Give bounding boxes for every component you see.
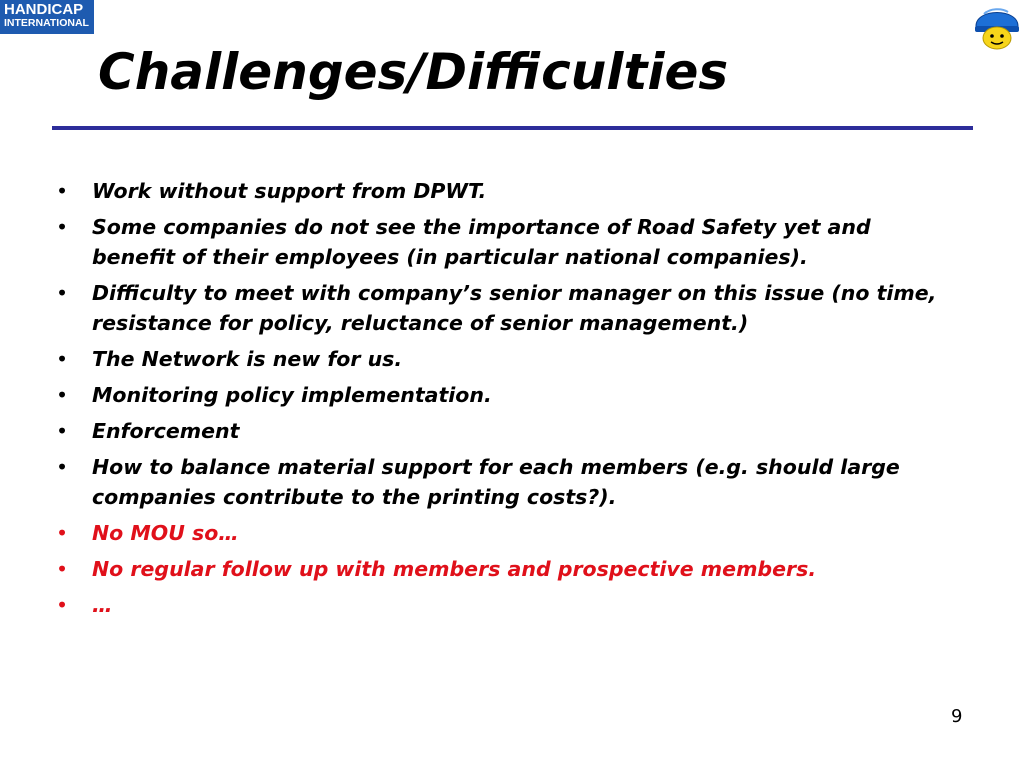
bullet-text: Some companies do not see the importance of Road Safety yet and benefit of their employees (in particular national companies). <box>92 215 871 269</box>
bullet-dot: • <box>56 557 69 581</box>
bullet-list <box>56 176 956 626</box>
bullet-item <box>56 212 956 272</box>
bullet-item <box>56 416 956 446</box>
bullet-text: Enforcement <box>92 419 240 443</box>
bullet-text: No regular follow up with members and prospective members. <box>92 557 817 581</box>
bullet-text: … <box>92 593 113 617</box>
bullet-dot: • <box>56 281 69 305</box>
bullet-text: How to balance material support for each members (e.g. should large companies contribute to the printing costs?). <box>92 455 900 509</box>
bullet-item <box>56 518 956 548</box>
bullet-item <box>56 380 956 410</box>
helmet-face-icon <box>972 0 1022 52</box>
bullet-item <box>56 344 956 374</box>
logo-line-2: INTERNATIONAL <box>4 17 89 29</box>
bullet-item <box>56 452 956 512</box>
bullet-item <box>56 176 956 206</box>
handicap-international-logo <box>0 0 94 34</box>
bullet-dot: • <box>56 419 69 443</box>
bullet-dot: • <box>56 593 69 617</box>
bullet-item <box>56 590 956 620</box>
bullet-dot: • <box>56 455 69 479</box>
bullet-text: Work without support from DPWT. <box>92 179 487 203</box>
slide-title: Challenges/Difficulties <box>98 43 729 101</box>
logo-line-1: HANDICAP <box>4 1 84 18</box>
title-divider <box>52 126 973 130</box>
bullet-dot: • <box>56 383 69 407</box>
bullet-dot: • <box>56 521 69 545</box>
bullet-text: Difficulty to meet with company’s senior manager on this issue (no time, resistance for policy, reluctance of senior management.) <box>92 281 937 335</box>
bullet-item <box>56 554 956 584</box>
bullet-text: Monitoring policy implementation. <box>92 383 492 407</box>
bullet-dot: • <box>56 215 69 239</box>
bullet-dot: • <box>56 347 69 371</box>
bullet-text: No MOU so… <box>92 521 239 545</box>
bullet-dot: • <box>56 179 69 203</box>
bullet-text: The Network is new for us. <box>92 347 403 371</box>
page-number: 9 <box>951 706 963 727</box>
bullet-item <box>56 278 956 338</box>
